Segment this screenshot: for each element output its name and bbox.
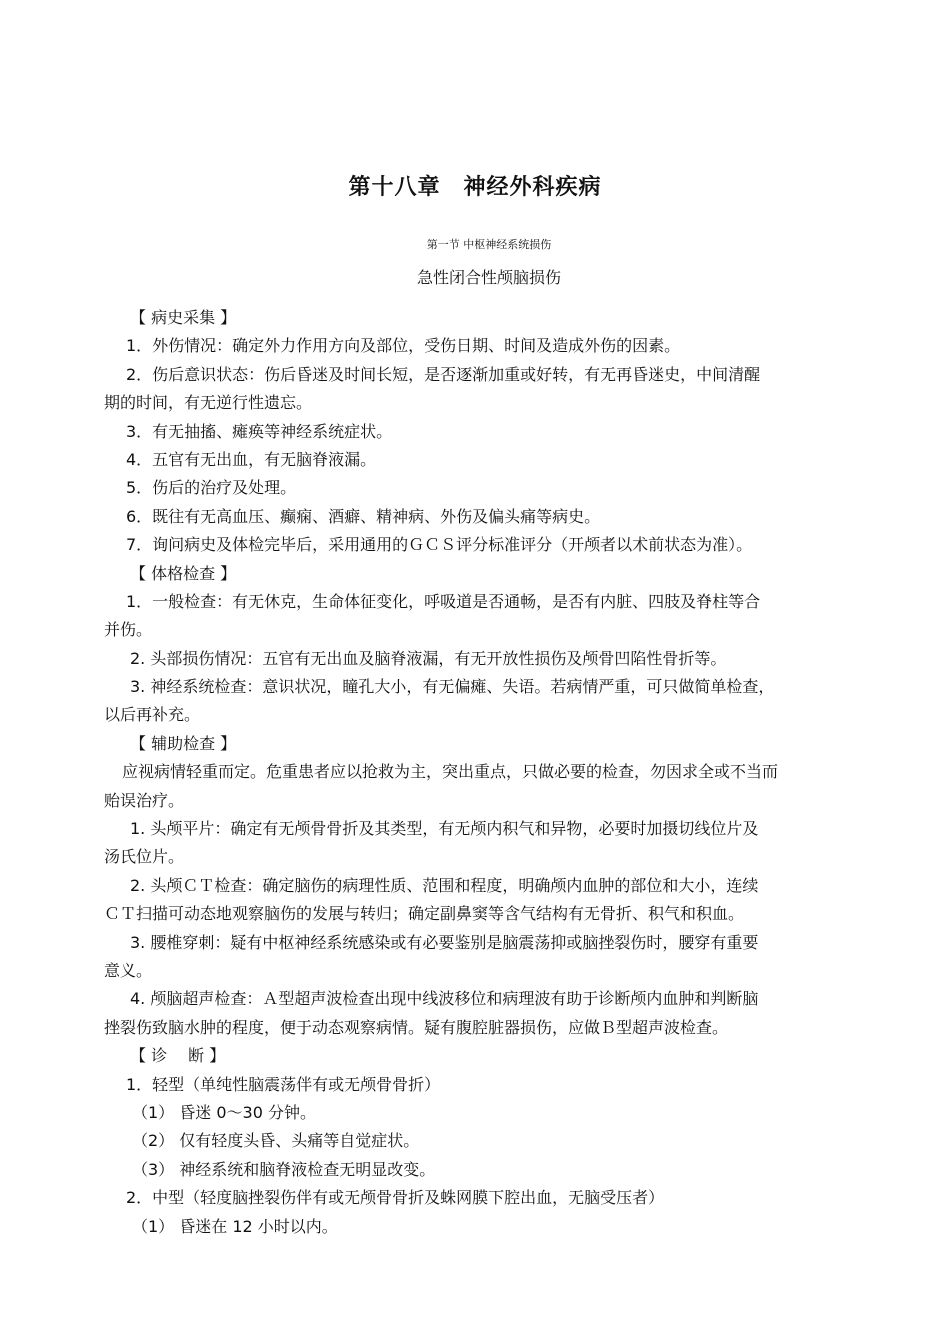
paragraph-line: 5．伤后的治疗及处理。	[126, 478, 297, 498]
paragraph-line: 3．有无抽搐、瘫痪等神经系统症状。	[126, 421, 393, 441]
paragraph-line: 3. 神经系统检查：意识状况，瞳孔大小，有无偏瘫、失语。若病情严重，可只做简单检查，	[130, 677, 775, 697]
paragraph-line: （3） 神经系统和脑脊液检查无明显改变。	[132, 1159, 436, 1179]
paragraph-line: 6．既往有无高血压、癫痫、酒癖、精神病、外伤及偏头痛等病史。	[126, 506, 601, 526]
paragraph-line: （1） 昏迷在 12 小时以内。	[132, 1216, 338, 1236]
paragraph-line: 1．轻型（单纯性脑震荡伴有或无颅骨骨折）	[126, 1074, 441, 1094]
paragraph-line: 期的时间，有无逆行性遗忘。	[104, 393, 313, 413]
paragraph-line: 1．外伤情况：确定外力作用方向及部位，受伤日期、时间及造成外伤的因素。	[126, 336, 681, 356]
body-text	[104, 304, 894, 1241]
paragraph-line: 7．询问病史及体检完毕后，采用通用的ＧＣＳ评分标准评分（开颅者以术前状态为准）。	[126, 535, 753, 555]
paragraph-line: 2. 头部损伤情况：五官有无出血及脑脊液漏，有无开放性损伤及颅骨凹陷性骨折等。	[130, 648, 727, 668]
heading-diagnosis: 【 诊 断 】	[130, 1046, 226, 1066]
sub-title: 急性闭合性颅脑损伤	[416, 268, 561, 287]
paragraph-line: 汤氏位片。	[104, 847, 185, 867]
paragraph-line: 贻误治疗。	[104, 790, 185, 810]
paragraph-line: 挫裂伤致脑水肿的程度，便于动态观察病情。疑有腹腔脏器损伤，应做Ｂ型超声波检查。	[104, 1017, 729, 1037]
paragraph-line: 2. 头颅ＣＴ检查：确定脑伤的病理性质、范围和程度，明确颅内血肿的部位和大小，连续	[130, 875, 759, 895]
paragraph-line: ＣＴ扫描可动态地观察脑伤的发展与转归；确定副鼻窦等含气结构有无骨折、积气和积血。	[104, 904, 745, 924]
heading-physical-exam: 【 体格检查 】	[130, 563, 237, 583]
chapter-title: 第十八章 神经外科疾病	[348, 175, 602, 200]
section-title: 第一节 中枢神经系统损伤	[426, 238, 552, 251]
paragraph-line: （1） 昏迷 0～30 分钟。	[132, 1102, 316, 1122]
paragraph-line: 4．五官有无出血，有无脑脊液漏。	[126, 449, 377, 469]
paragraph-line: 意义。	[104, 960, 153, 980]
paragraph-line: 以后再补充。	[104, 705, 201, 725]
heading-history: 【 病史采集 】	[130, 308, 237, 327]
paragraph-line: 2．中型（轻度脑挫裂伤伴有或无颅骨骨折及蛛网膜下腔出血，无脑受压者）	[126, 1188, 665, 1208]
paragraph-line: 3. 腰椎穿刺：疑有中枢神经系统感染或有必要鉴别是脑震荡抑或脑挫裂伤时，腰穿有重要	[130, 932, 759, 952]
paragraph-line: 应视病情轻重而定。危重患者应以抢救为主，突出重点，只做必要的检查，勿因求全或不当而	[122, 762, 779, 782]
paragraph-line: 2．伤后意识状态：伤后昏迷及时间长短，是否逐渐加重或好转，有无再昏迷史，中间清醒	[126, 364, 761, 384]
paragraph-line: （2） 仅有轻度头昏、头痛等自觉症状。	[132, 1131, 420, 1151]
paragraph-line: 并伤。	[104, 620, 153, 640]
paragraph-line: 1．一般检查：有无休克，生命体征变化，呼吸道是否通畅，是否有内脏、四肢及脊柱等合	[126, 591, 761, 611]
paragraph-line: 1. 头颅平片：确定有无颅骨骨折及其类型，有无颅内积气和异物，必要时加摄切线位片及	[130, 819, 759, 839]
paragraph-line: 4. 颅脑超声检查：Ａ型超声波检查出现中线波移位和病理波有助于诊断颅内血肿和判断脑	[130, 989, 759, 1009]
heading-auxiliary-exam: 【 辅助检查 】	[130, 733, 237, 753]
